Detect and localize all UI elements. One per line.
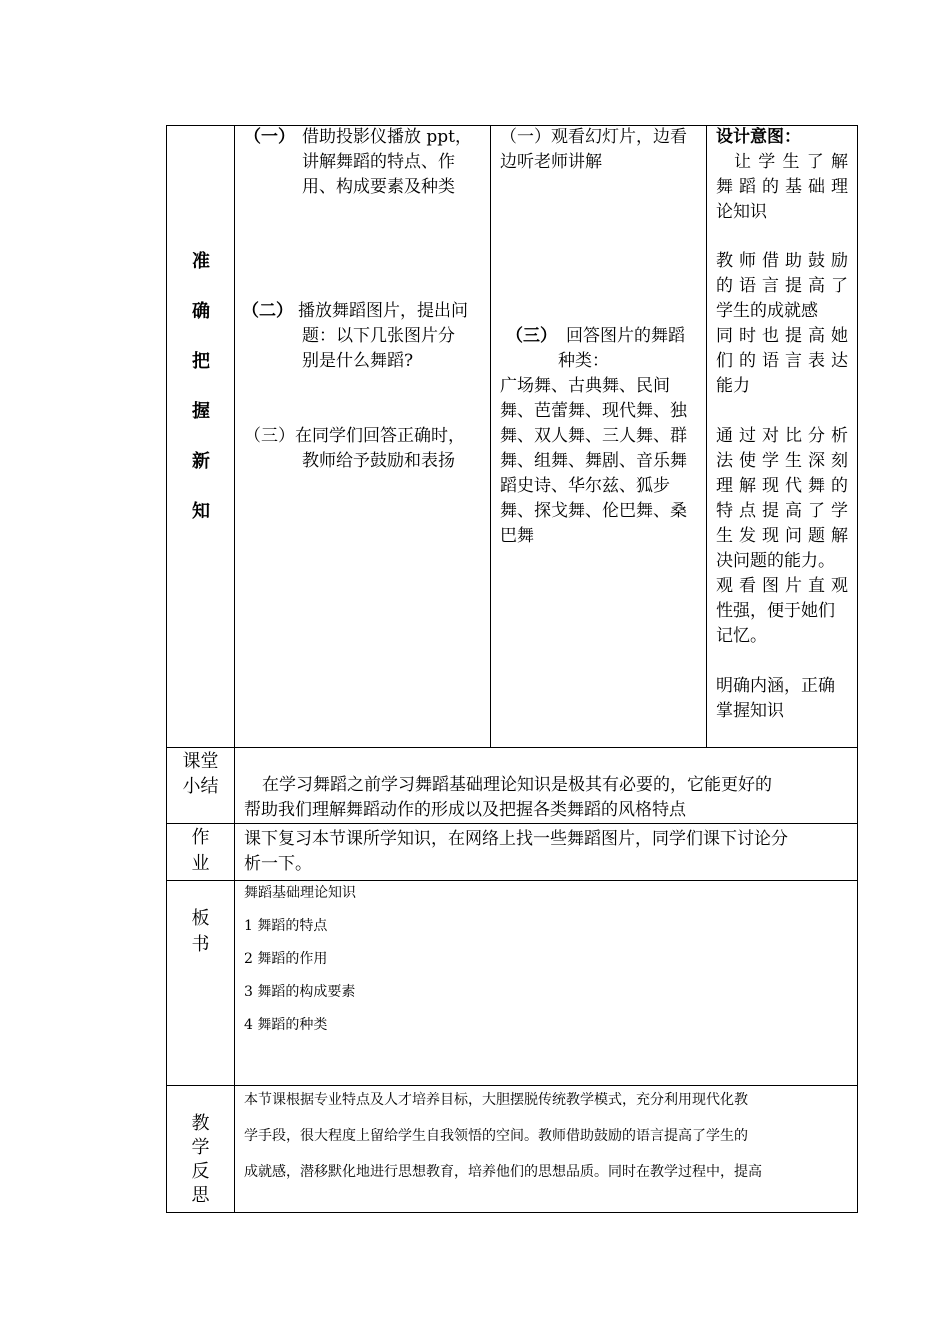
intent-line: 的语言提高了	[716, 276, 848, 296]
intent-line: 学生的成就感	[716, 301, 818, 321]
homework-text: 析一下。	[244, 854, 312, 874]
label-char: 把	[192, 351, 210, 372]
teacher-step2-text: 播放舞蹈图片，提出问	[298, 301, 468, 321]
teacher-step3-number: （三）	[244, 426, 295, 446]
intent-line: 能力	[716, 376, 750, 396]
teacher-step2-text: 题：以下几张图片分	[302, 326, 455, 346]
reflection-line: 学手段，很大程度上留给学生自我领悟的空间。教师借助鼓励的语言提高了学生的	[244, 1128, 748, 1144]
teacher-step1-text: 讲解舞蹈的特点、作	[302, 152, 455, 172]
teacher-step3-text: 教师给予鼓励和表扬	[302, 451, 455, 471]
teacher-step2-text: 别是什么舞蹈?	[302, 351, 414, 371]
label-char: 知	[192, 501, 210, 522]
homework-text: 课下复习本节课所学知识，在网络上找一些舞蹈图片，同学们课下讨论分	[244, 829, 788, 849]
intent-line: 观看图片直观	[716, 576, 848, 596]
summary-text: 在学习舞蹈之前学习舞蹈基础理论知识是极其有必要的，它能更好的	[262, 775, 772, 795]
dance-type-line: 舞、组舞、舞剧、音乐舞	[500, 451, 687, 471]
board-line: 舞蹈基础理论知识	[244, 885, 356, 901]
summary-text: 帮助我们理解舞蹈动作的形成以及把握各类舞蹈的风格特点	[244, 800, 686, 820]
intent-line: 同时也提高她	[716, 326, 848, 346]
board-line: 1 舞蹈的特点	[244, 918, 328, 934]
student-step1-text: （一）观看幻灯片，边看	[500, 127, 687, 147]
board-label: 板 书	[191, 908, 210, 955]
intent-line: 生发现问题解	[716, 526, 848, 546]
dance-type-line: 舞、双人舞、三人舞、群	[500, 426, 687, 446]
teacher-student-divider	[490, 125, 491, 747]
row-divider-summary	[166, 747, 857, 748]
homework-label: 作 业	[191, 827, 210, 874]
summary-label: 课堂 小结	[182, 751, 219, 797]
intent-line: 特点提高了学	[716, 501, 848, 521]
dance-type-line: 舞、探戈舞、伦巴舞、桑	[500, 501, 687, 521]
board-line: 4 舞蹈的种类	[244, 1017, 328, 1033]
dance-type-line: 巴舞	[500, 526, 534, 546]
teacher-step2-number: （二）	[242, 301, 293, 321]
intent-line: 舞蹈的基础理	[716, 177, 848, 197]
dance-type-line: 广场舞、古典舞、民间	[500, 376, 670, 396]
teacher-step1-text: 用、构成要素及种类	[302, 177, 455, 197]
dance-type-line: 舞、芭蕾舞、现代舞、独	[500, 401, 687, 421]
student-step3-number: （三）	[506, 326, 557, 346]
intent-line: 教师借助鼓励	[716, 251, 848, 271]
reflection-label: 教 学 反 思	[191, 1113, 210, 1206]
dance-type-line: 蹈史诗、华尔兹、狐步	[500, 476, 670, 496]
intent-line: 掌握知识	[716, 701, 784, 721]
board-line: 3 舞蹈的构成要素	[244, 984, 356, 1000]
intent-line: 记忆。	[716, 626, 767, 646]
student-step3-text: 回答图片的舞蹈	[566, 326, 685, 346]
student-intent-divider	[706, 125, 707, 747]
design-intent-title: 设计意图：	[716, 127, 801, 147]
reflection-line: 成就感，潜移默化地进行思想教育，培养他们的思想品质。同时在教学过程中，提高	[244, 1164, 762, 1180]
intent-line: 让学生了解	[734, 152, 848, 172]
intent-line: 决问题的能力。	[716, 551, 835, 571]
teacher-step1-text: 借助投影仪播放 ppt，	[302, 127, 472, 147]
reflection-line: 本节课根据专业特点及人才培养目标，大胆摆脱传统教学模式，充分利用现代化教	[244, 1092, 748, 1108]
intent-line: 理解现代舞的	[716, 476, 848, 496]
label-char: 新	[192, 451, 210, 472]
teacher-step1-number: （一）	[244, 127, 295, 147]
intent-line: 通过对比分析	[716, 426, 848, 446]
intent-line: 明确内涵，正确	[716, 676, 835, 696]
label-char: 确	[192, 301, 210, 322]
label-char: 准	[192, 251, 210, 272]
intent-line: 论知识	[716, 202, 767, 222]
label-char: 握	[192, 401, 210, 422]
row-divider-homework	[166, 823, 857, 824]
intent-line: 性强，便于她们	[716, 601, 835, 621]
label-column-divider	[234, 125, 235, 1212]
student-step1-text: 边听老师讲解	[500, 152, 602, 172]
student-step3-text: 种类：	[558, 351, 609, 371]
board-line: 2 舞蹈的作用	[244, 951, 328, 967]
intent-line: 们的语言表达	[716, 351, 848, 371]
teacher-step3-text: 在同学们回答正确时，	[295, 426, 465, 446]
intent-line: 法使学生深刻	[716, 451, 848, 471]
